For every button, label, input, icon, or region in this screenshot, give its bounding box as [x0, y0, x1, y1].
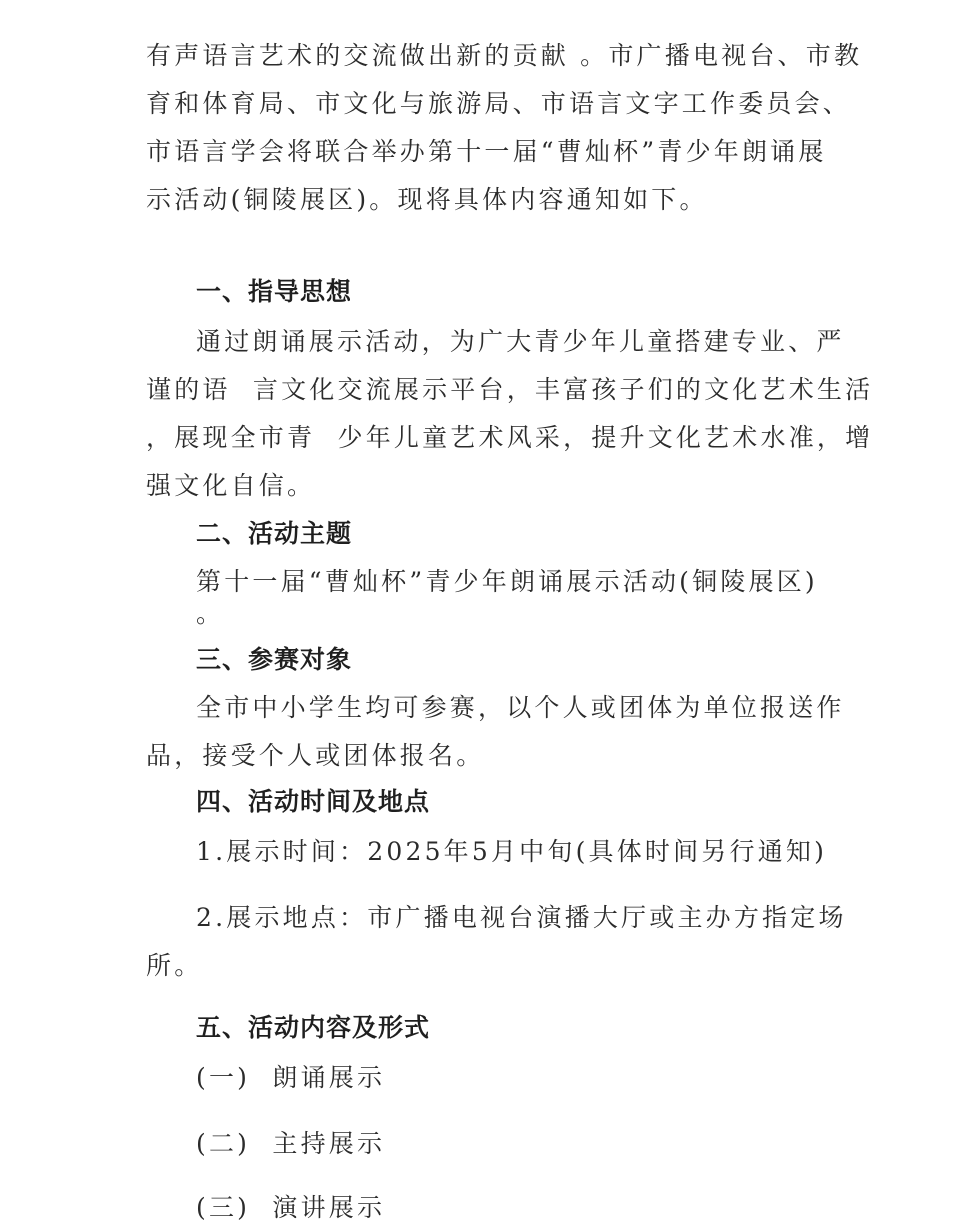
intro-line: 市语言学会将联合举办第十一届“曹灿杯”青少年朗诵展	[146, 137, 827, 166]
section-heading: 四、活动时间及地点	[196, 787, 431, 816]
section-heading: 五、活动内容及形式	[196, 1013, 431, 1042]
paragraph-line: 第十一届“曹灿杯”青少年朗诵展示活动(铜陵展区)	[196, 567, 818, 596]
intro-line: 育和体育局、市文化与旅游局、市语言文字工作委员会、	[146, 89, 852, 118]
intro-line: 有声语言艺术的交流做出新的贡献 。市广播电视台、市教	[146, 41, 863, 70]
section-heading: 一、指导思想	[196, 277, 353, 306]
time-line: 1.展示时间：2025年5月中旬(具体时间另行通知)	[196, 837, 828, 866]
paragraph-line: 谨的语 言文化交流展示平台，丰富孩子们的文化艺术生活	[146, 375, 874, 404]
list-item: (一) 朗诵展示	[196, 1063, 386, 1092]
paragraph-line: ，展现全市青 少年儿童艺术风采，提升文化艺术水准，增	[146, 423, 874, 452]
paragraph-line: 。	[196, 599, 225, 628]
list-item: (三) 演讲展示	[196, 1193, 386, 1222]
section-heading: 三、参赛对象	[196, 645, 353, 674]
paragraph-line: 强文化自信。	[146, 471, 316, 500]
intro-line: 示活动(铜陵展区)。现将具体内容通知如下。	[146, 185, 708, 214]
paragraph-line: 品，接受个人或团体报名。	[146, 741, 485, 770]
venue-line: 2.展示地点：市广播电视台演播大厅或主办方指定场	[196, 903, 847, 932]
venue-line: 所。	[146, 951, 203, 980]
paragraph-line: 通过朗诵展示活动，为广大青少年儿童搭建专业、严	[196, 327, 845, 356]
paragraph-line: 全市中小学生均可参赛，以个人或团体为单位报送作	[196, 693, 845, 722]
section-heading: 二、活动主题	[196, 519, 353, 548]
list-item: (二) 主持展示	[196, 1129, 386, 1158]
